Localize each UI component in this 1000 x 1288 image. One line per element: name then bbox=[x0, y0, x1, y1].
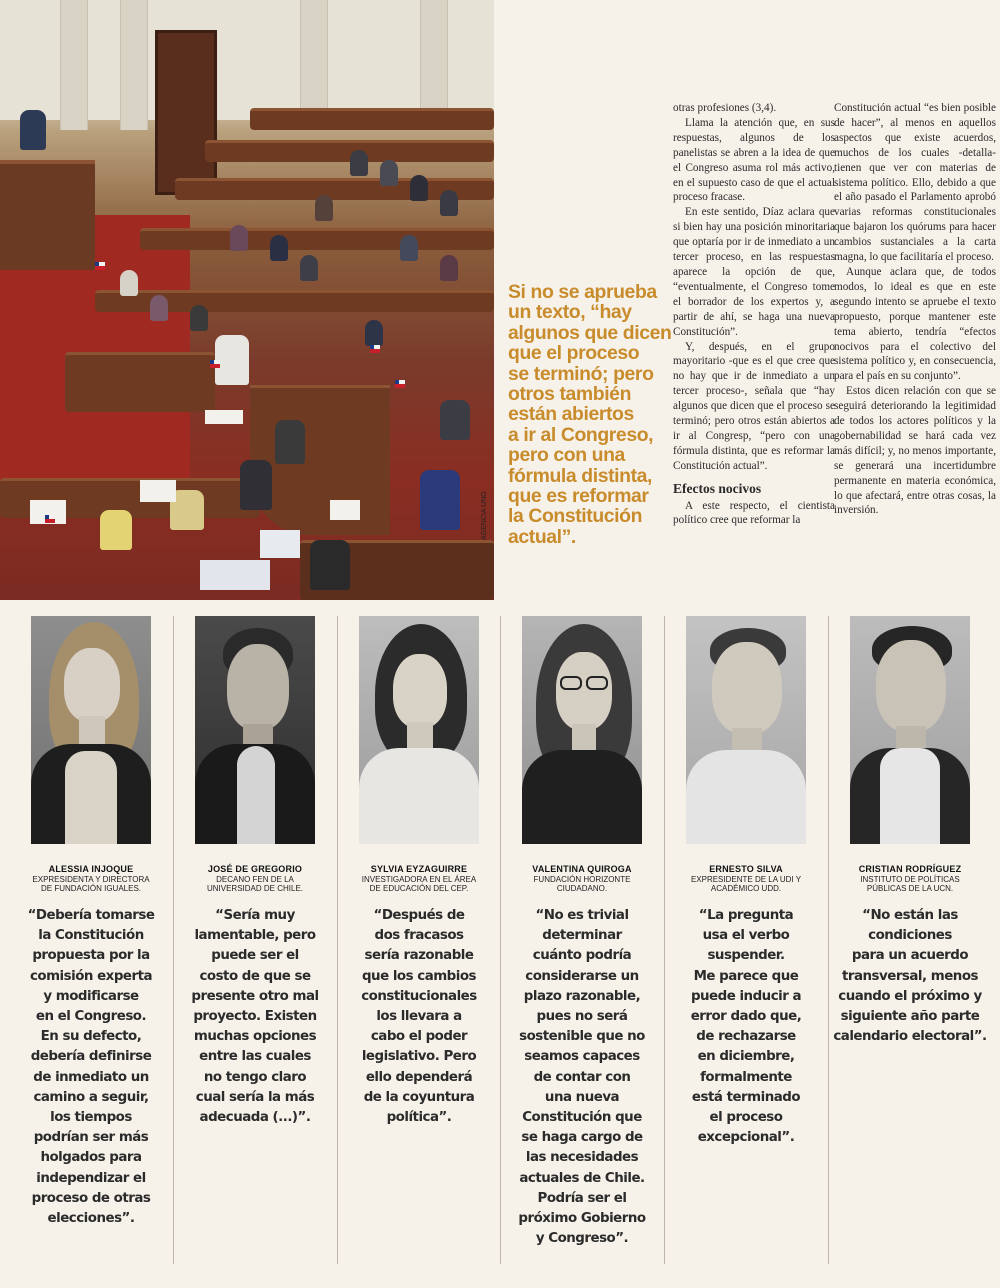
article-subhead: Efectos nocivos bbox=[673, 480, 762, 496]
photo-monitor bbox=[260, 530, 300, 558]
panelist-role-line: FUNDACIÓN HORIZONTE bbox=[533, 875, 631, 884]
panelist-role-line: DE EDUCACIÓN DEL CEP. bbox=[369, 884, 469, 893]
panelist-role-line: UNIVERSIDAD DE CHILE. bbox=[206, 884, 304, 893]
quote-line: los llevara a bbox=[376, 1009, 462, 1025]
quote-line: la Constitución bbox=[38, 928, 144, 944]
quote-line: proceso de otras bbox=[31, 1190, 151, 1206]
quote-line: de la coyuntura bbox=[363, 1089, 475, 1105]
quote-line: adecuada (...)”. bbox=[199, 1110, 311, 1126]
portrait-shirt bbox=[237, 746, 275, 844]
panelist-role-line: EXPRESIDENTA Y DIRECTORA bbox=[32, 875, 150, 884]
pull-quote-line: algunos que dicen bbox=[508, 321, 672, 344]
quote-line: constitucionales bbox=[361, 988, 477, 1004]
quote-line: error dado que, bbox=[690, 1009, 802, 1025]
quote-line: de inmediato un bbox=[33, 1069, 149, 1085]
panelist-name: SYLVIA EYZAGUIRRE bbox=[370, 864, 468, 874]
photo-row bbox=[250, 108, 494, 130]
photo-paper bbox=[205, 410, 243, 424]
article-paragraph: Aunque aclara que, de todos modos, lo ideal es que en este segundo intento se apruebe el texto propuesto, porque mantener este tema abierto, tendría “efectos nocivos para el colectivo del sistema político y, en consecuencia, para el país en su conjunto”. bbox=[834, 265, 996, 383]
photo-person bbox=[20, 110, 46, 150]
panelist-quote bbox=[500, 906, 664, 1249]
photo-flag bbox=[395, 380, 405, 388]
quote-line: cuánto podría bbox=[532, 948, 632, 964]
article-paragraph: A este respecto, el cientista político cree que reformar la bbox=[673, 499, 835, 527]
quote-line: sería razonable bbox=[364, 948, 474, 964]
quote-line: independizar el bbox=[36, 1170, 146, 1186]
pull-quote-line: otros también bbox=[508, 383, 632, 406]
portrait-photo bbox=[686, 616, 806, 844]
quote-line: política”. bbox=[386, 1110, 452, 1126]
portrait-shirt bbox=[880, 748, 940, 844]
quote-line: seamos capaces bbox=[524, 1049, 640, 1065]
pull-quote-line: pero con una bbox=[508, 444, 625, 467]
quote-line: puede ser el bbox=[211, 948, 299, 964]
pull-quote-line: que el proceso bbox=[508, 342, 640, 365]
panelist-name: ALESSIA INJOQUE bbox=[48, 864, 134, 874]
quote-line: “Después de bbox=[373, 908, 465, 923]
photo-column bbox=[60, 0, 88, 130]
portrait-glasses bbox=[586, 676, 608, 690]
quote-line: de contar con bbox=[533, 1069, 631, 1085]
quote-line: los tiempos bbox=[50, 1110, 132, 1126]
portrait-photo bbox=[850, 616, 970, 844]
quote-line: ello dependerá bbox=[365, 1069, 473, 1085]
photo-person bbox=[215, 335, 249, 385]
pull-quote-line: un texto, “hay bbox=[508, 301, 632, 324]
quote-line: Constitución que bbox=[522, 1110, 642, 1126]
panelist-name: JOSÉ DE GREGORIO bbox=[207, 864, 303, 874]
article-paragraph: En este sentido, Díaz aclara que si bien hay una posición minoritaria que optaría por ir de inmediato a un tercer proceso, en las respuestas aparece la opción de que, “eventualmente, el Congreso tome el borrador de los expertos y, a partir de ahí, se haga una nueva Constitución”. bbox=[673, 206, 835, 338]
article-paragraph: Llama la atención que, en sus respuestas, algunos de los panelistas se abren a la idea de que el Congreso asuma rol más activo, en el supuesto caso de que el actual proceso fracase. bbox=[673, 116, 835, 204]
quote-line: y Congreso”. bbox=[535, 1231, 629, 1247]
photo-podium bbox=[0, 160, 95, 270]
quote-line: no tengo claro bbox=[203, 1069, 307, 1085]
portrait-face bbox=[227, 644, 289, 730]
portrait-photo bbox=[31, 616, 151, 844]
pull-quote-line: a ir al Congreso, bbox=[508, 423, 654, 446]
quote-line: formalmente bbox=[700, 1069, 792, 1085]
portrait-neck bbox=[79, 716, 105, 746]
photo-flag bbox=[95, 262, 105, 270]
portrait-photo bbox=[522, 616, 642, 844]
photo-person bbox=[440, 400, 470, 440]
panelist-quote bbox=[664, 906, 828, 1148]
panelist-role-line: INVESTIGADORA EN EL ÁREA bbox=[361, 875, 477, 884]
portrait-face bbox=[64, 648, 120, 722]
quote-line: cuando el próximo y bbox=[838, 988, 982, 1004]
photo-row bbox=[140, 228, 494, 250]
pull-quote-line: la Constitución bbox=[508, 505, 643, 528]
portrait-face bbox=[876, 640, 946, 732]
quote-line: proyecto. Existen bbox=[193, 1009, 317, 1025]
quote-line: pues no será bbox=[536, 1009, 628, 1025]
panelist-role bbox=[11, 875, 171, 893]
quote-line: de rechazarse bbox=[696, 1029, 796, 1045]
portrait-shirt bbox=[65, 751, 117, 844]
panelist-quote bbox=[9, 906, 173, 1229]
quote-line: En su defecto, bbox=[40, 1029, 142, 1045]
photo-person bbox=[100, 510, 132, 550]
panelist-role bbox=[502, 875, 662, 893]
portrait-body bbox=[686, 750, 806, 844]
panelist-role bbox=[666, 875, 826, 893]
photo-person bbox=[420, 470, 460, 530]
panelist-role-line: INSTITUTO DE POLÍTICAS bbox=[860, 875, 960, 884]
photo-person bbox=[300, 255, 318, 281]
quote-line: sostenible que no bbox=[519, 1029, 645, 1045]
photo-flag bbox=[370, 345, 380, 353]
quote-line: holgados para bbox=[40, 1150, 142, 1166]
quote-line: cual sería la más bbox=[195, 1089, 315, 1105]
photo-flag bbox=[45, 515, 55, 523]
quote-line: usa el verbo bbox=[702, 928, 790, 944]
chamber-photo bbox=[0, 0, 494, 600]
pull-quote-line: se terminó; pero bbox=[508, 362, 654, 385]
quote-line: debería definirse bbox=[30, 1049, 152, 1065]
quote-line: comisión experta bbox=[29, 968, 153, 984]
photo-person bbox=[120, 270, 138, 296]
photo-person bbox=[400, 235, 418, 261]
portrait-photo bbox=[195, 616, 315, 844]
panelist-role-line: DE FUNDACIÓN IGUALES. bbox=[40, 884, 141, 893]
portrait-body bbox=[522, 750, 642, 844]
article-paragraph: Y, después, en el grupo mayoritario -que es el que cree que no hay que ir de inmediato a un tercer proceso-, señala que “hay algunos que dicen que el proceso se terminó; pero otros están abiertos a ir al Congresp, “pero con una fórmula distinta, que es reformar la Constitución actual”. bbox=[673, 340, 835, 472]
panelist-quote bbox=[828, 906, 992, 1047]
quote-line: cabo el poder bbox=[370, 1029, 468, 1045]
article-column-1 bbox=[673, 101, 835, 528]
photo-person bbox=[230, 225, 248, 251]
panelist-role-line: ACADÉMICO UDD. bbox=[710, 884, 782, 893]
panelist-name: ERNESTO SILVA bbox=[709, 864, 783, 874]
pull-quote-line: están abiertos bbox=[508, 403, 634, 426]
portrait-face bbox=[393, 654, 447, 728]
photo-person bbox=[350, 150, 368, 176]
quote-line: lamentable, pero bbox=[194, 928, 316, 944]
photo-person bbox=[365, 320, 383, 346]
photo-person bbox=[240, 460, 272, 510]
quote-line: considerarse un bbox=[525, 968, 639, 984]
photo-person bbox=[380, 160, 398, 186]
quote-line: plazo razonable, bbox=[523, 988, 641, 1004]
photo-person bbox=[440, 255, 458, 281]
panelist-name: CRISTIAN RODRÍGUEZ bbox=[858, 864, 962, 874]
pull-quote-line: fórmula distinta, bbox=[508, 464, 653, 487]
panelist-name: VALENTINA QUIROGA bbox=[532, 864, 632, 874]
quote-line: se haga cargo de bbox=[521, 1130, 643, 1146]
quote-line: para un acuerdo bbox=[851, 948, 969, 964]
quote-line: elecciones”. bbox=[47, 1211, 135, 1227]
quote-line: determinar bbox=[542, 928, 622, 944]
pull-quote-line: actual”. bbox=[508, 525, 576, 548]
panelist-quote bbox=[337, 906, 501, 1128]
portrait-face bbox=[712, 642, 782, 734]
article-paragraph: Constitución actual “es bien posible de hacer”, al menos en aquellos aspectos que existe acuerdos, muchos de los cuales -detalla- tienen que ver con materias de sistema político. Ello, debido a que el año pasado el Parlamento aprobó varias reformas constitucionales que bajaron los quórums para hacer cambios sustanciales a la carta magna, lo que facilitaría el proceso. bbox=[834, 102, 996, 264]
photo-person bbox=[440, 190, 458, 216]
photo-paper bbox=[330, 500, 360, 520]
quote-line: camino a seguir, bbox=[33, 1089, 149, 1105]
portrait-body bbox=[359, 748, 479, 844]
panelist-role-line: PÚBLICAS DE LA UCN. bbox=[866, 884, 954, 893]
quote-line: “Debería tomarse bbox=[27, 908, 155, 923]
photo-door bbox=[155, 30, 217, 195]
photo-monitor bbox=[200, 560, 270, 590]
quote-line: Me parece que bbox=[693, 968, 799, 984]
quote-line: puede inducir a bbox=[690, 988, 802, 1004]
photo-person bbox=[190, 305, 208, 331]
article-paragraph: Estos dicen relación con que se seguirá deteriorando la legitimidad de todos los actores políticos y la gobernabilidad se hará cada vez más difícil; y, no menos importante, se generará una incertidumbre permanente en materia económica, lo que afectará, entre otras cosas, la inversión. bbox=[834, 385, 996, 517]
quote-line: Podría ser el bbox=[537, 1190, 627, 1206]
quote-line: presente otro mal bbox=[191, 988, 319, 1004]
quote-line: en el Congreso. bbox=[35, 1009, 147, 1025]
quote-line: próximo Gobierno bbox=[518, 1211, 646, 1227]
photo-person bbox=[315, 195, 333, 221]
quote-line: una nueva bbox=[544, 1089, 620, 1105]
portrait-face bbox=[556, 652, 612, 730]
quote-line: “Sería muy bbox=[215, 908, 295, 923]
quote-line: “No están las bbox=[862, 908, 958, 923]
photo-person bbox=[410, 175, 428, 201]
article-column-2 bbox=[834, 101, 996, 518]
quote-line: podrían ser más bbox=[33, 1130, 149, 1146]
pull-quote-line: Si no se aprueba bbox=[508, 281, 657, 303]
quote-line: siguiente año parte bbox=[840, 1009, 980, 1025]
panelist-role bbox=[830, 875, 990, 893]
photo-row bbox=[250, 385, 390, 535]
quote-line: y modificarse bbox=[43, 988, 139, 1004]
photo-person bbox=[150, 295, 168, 321]
photo-credit: AGENCIA UNO bbox=[481, 491, 488, 540]
panelist-quote bbox=[173, 906, 337, 1128]
quote-line: suspender. bbox=[707, 948, 785, 964]
quote-line: excepcional”. bbox=[697, 1130, 795, 1146]
panelist-role-line: EXPRESIDENTE DE LA UDI Y bbox=[690, 875, 802, 884]
quote-line: transversal, menos bbox=[841, 968, 979, 984]
quote-line: costo de que se bbox=[199, 968, 311, 984]
quote-line: calendario electoral”. bbox=[833, 1029, 987, 1045]
panelist-role bbox=[175, 875, 335, 893]
photo-column bbox=[120, 0, 148, 130]
quote-line: propuesta por la bbox=[32, 948, 150, 964]
quote-line: actuales de Chile. bbox=[519, 1170, 645, 1186]
quote-line: está terminado bbox=[691, 1089, 801, 1105]
quote-line: entre las cuales bbox=[199, 1049, 311, 1065]
quote-line: el proceso bbox=[709, 1110, 783, 1126]
quote-line: “No es trivial bbox=[535, 908, 629, 923]
photo-person bbox=[310, 540, 350, 590]
panelist-role bbox=[339, 875, 499, 893]
photo-person bbox=[270, 235, 288, 261]
portrait-glasses bbox=[560, 676, 582, 690]
photo-person bbox=[275, 420, 305, 464]
quote-line: muchas opciones bbox=[193, 1029, 317, 1045]
quote-line: en diciembre, bbox=[697, 1049, 795, 1065]
quote-line: dos fracasos bbox=[374, 928, 464, 944]
portrait-photo bbox=[359, 616, 479, 844]
quote-line: legislativo. Pero bbox=[361, 1049, 477, 1065]
pull-quote-line: que es reformar bbox=[508, 485, 649, 508]
photo-row bbox=[65, 352, 215, 412]
panelist-role-line: CIUDADANO. bbox=[556, 884, 608, 893]
pull-quote bbox=[508, 281, 672, 548]
article-paragraph: otras profesiones (3,4). bbox=[673, 102, 777, 114]
quote-line: “La pregunta bbox=[698, 908, 794, 923]
quote-line: condiciones bbox=[868, 928, 952, 944]
photo-flag bbox=[210, 360, 220, 368]
quote-line: que los cambios bbox=[361, 968, 477, 984]
panelist-role-line: DECANO FEN DE LA bbox=[216, 875, 294, 884]
quote-line: las necesidades bbox=[525, 1150, 639, 1166]
photo-paper bbox=[140, 480, 176, 502]
